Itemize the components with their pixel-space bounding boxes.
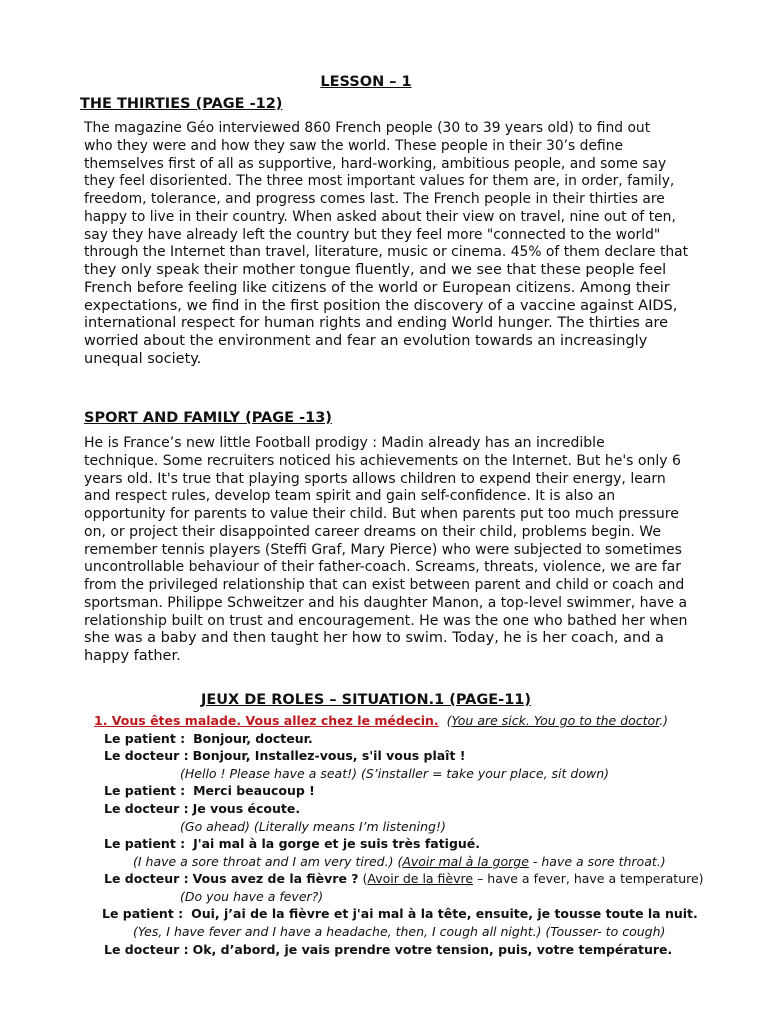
paragraph-line: uncontrollable behaviour of their father-coach. Screams, threats, violence, we are far — [84, 559, 682, 576]
paragraph-line: unequal society. — [84, 350, 202, 367]
paragraph-line: international respect for human rights and ending World hunger. The thirties are — [84, 315, 669, 332]
lesson-title: LESSON – 1 — [320, 74, 412, 90]
dialogue-translation: (Hello ! Please have a seat!) (S’installer = take your place, sit down) — [180, 766, 609, 781]
paragraph-line: French before feeling like citizens of the world or European citizens. Among their — [84, 279, 670, 296]
dialogue-line — [104, 801, 300, 816]
vocab-term: Avoir mal à la gorge — [402, 854, 529, 869]
dialogue-line: Le docteur : Vous avez de la fièvre ? (Avoir de la fièvre – have a fever, have a temperature) — [104, 871, 704, 886]
paragraph-line: freedom, tolerance, and progress comes last. The French people in their thirties are — [84, 191, 665, 207]
paragraph-line: remember tennis players (Steffi Graf, Mary Pierce) who were subjected to sometimes — [84, 541, 682, 558]
dialogue-line — [104, 783, 315, 798]
dialogue-translation: (I have a sore throat and I am very tired.) (Avoir mal à la gorge - have a sore throat.) — [133, 854, 666, 869]
dialogue-translation: (Go ahead) (Literally means I’m listening!) — [180, 819, 446, 834]
dialogue-text: Ok, d’abord, je vais prendre votre tension, puis, votre température. — [192, 942, 673, 957]
situation-english: You are sick. You go to the doctor — [451, 713, 660, 728]
paragraph-line: on, or project their disappointed career dreams on their child, problems begin. We — [84, 523, 661, 540]
speaker-label: Le docteur : — [104, 871, 189, 886]
dialogue-translation: (Do you have a fever?) — [180, 889, 324, 904]
paragraph-line: technique. Some recruiters noticed his achievements on the Internet. But he's only 6 — [84, 452, 681, 469]
dialogue-text: Vous avez de la fièvre ? — [192, 871, 359, 886]
speaker-label: Le docteur : — [104, 942, 189, 957]
paragraph-line: years old. It's true that playing sports allows children to expend their energy, learn — [84, 470, 666, 487]
section-heading-roles: JEUX DE ROLES – SITUATION.1 (PAGE-11) — [200, 692, 532, 708]
situation-line: 1. Vous êtes malade. Vous allez chez le médecin. (You are sick. You go to the doctor.) — [94, 713, 669, 728]
dialogue-text: Merci beaucoup ! — [193, 783, 315, 798]
section-heading-sport: SPORT AND FAMILY (PAGE -13) — [84, 410, 332, 426]
section-heading-thirties: THE THIRTIES (PAGE -12) — [80, 96, 283, 112]
paragraph-line: opportunity for parents to value their child. But when parents put too much pressure — [84, 506, 679, 522]
speaker-label: Le patient : — [104, 836, 186, 851]
paragraph-line: happy to live in their country. When asked about their view on travel, nine out of ten, — [84, 208, 676, 225]
paragraph-line: and respect rules, develop team spirit and gain self-confidence. It is also an — [84, 488, 616, 505]
dialogue-text: J'ai mal à la gorge et je suis très fatigué. — [193, 836, 481, 851]
vocab-term: Avoir de la fièvre — [367, 871, 474, 886]
dialogue-text: Je vous écoute. — [192, 801, 301, 816]
paragraph-line: worried about the environment and fear an evolution towards an increasingly — [84, 333, 648, 349]
speaker-label: Le docteur : — [104, 748, 189, 763]
paragraph-thirties — [84, 120, 688, 369]
paragraph-line: they feel disoriented. The three most important values for them are, in order, family, — [84, 173, 675, 190]
paragraph-sport — [84, 435, 687, 666]
speaker-label: Le docteur : — [104, 801, 189, 816]
dialogue-translation: (Yes, I have fever and I have a headache, then, I cough all night.) (Tousser- to cough) — [133, 924, 666, 939]
paragraph-line: say they have already left the country but they feel more "connected to the world" — [84, 226, 661, 243]
dialogue-text: Bonjour, docteur. — [193, 731, 313, 746]
paragraph-line: He is France’s new little Football prodigy : Madin already has an incredible — [84, 435, 605, 451]
paragraph-line: The magazine Géo interviewed 860 French people (30 to 39 years old) to find out — [84, 120, 651, 136]
paragraph-line: through the Internet than travel, literature, music or cinema. 45% of them declare that — [84, 244, 689, 261]
situation-french: 1. Vous êtes malade. Vous allez chez le médecin. — [94, 713, 439, 728]
paragraph-line: happy father. — [84, 648, 181, 664]
dialogue-text: Bonjour, Installez-vous, s'il vous plaît ! — [192, 748, 466, 763]
paragraph-line: who they were and how they saw the world. These people in their 30’s define — [84, 137, 624, 154]
dialogue-line — [104, 748, 466, 763]
speaker-label: Le patient : — [104, 783, 186, 798]
dialogue-line — [104, 942, 672, 957]
paragraph-line: she was a baby and then taught her how to swim. Today, he is her coach, and a — [84, 630, 664, 647]
paragraph-line: expectations, we find in the first position the discovery of a vaccine against AIDS, — [84, 297, 678, 314]
paragraph-line: from the privileged relationship that can exist between parent and child or coach and — [84, 577, 685, 593]
paragraph-line: sportsman. Philippe Schweitzer and his daughter Manon, a top-level swimmer, have a — [84, 594, 688, 611]
paragraph-line: themselves first of all as supportive, hard-working, ambitious people, and some say — [84, 155, 667, 172]
dialogue-line — [104, 836, 480, 851]
paragraph-line: relationship built on trust and encouragement. He was the one who bathed her when — [84, 612, 688, 629]
speaker-label: Le patient : — [102, 906, 184, 921]
dialogue-line — [102, 906, 698, 921]
dialogue-line — [104, 731, 313, 746]
dialogue-text: Oui, j’ai de la fièvre et j'ai mal à la tête, ensuite, je tousse toute la nuit. — [191, 906, 698, 921]
paragraph-line: they only speak their mother tongue fluently, and we see that these people feel — [84, 262, 667, 278]
speaker-label: Le patient : — [104, 731, 186, 746]
